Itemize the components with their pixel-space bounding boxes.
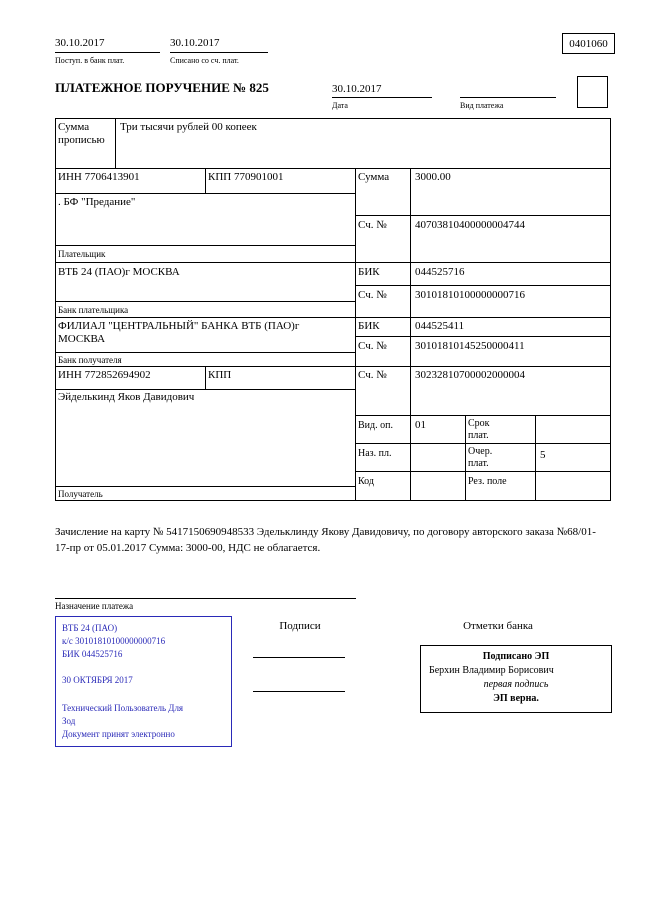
electronic-signature-stamp (420, 645, 612, 713)
payee-bank-account-label: Сч. № (358, 340, 387, 352)
grid-line (55, 598, 356, 599)
amount-in-words-value: Три тысячи рублей 00 копеек (120, 121, 257, 133)
grid-line (55, 193, 356, 194)
payee-bank-name: ФИЛИАЛ "ЦЕНТРАЛЬНЫЙ" БАНКА ВТБ (ПАО)г МОСКВА (58, 320, 300, 345)
grid-line (355, 285, 611, 286)
grid-line (55, 168, 611, 169)
grid-line (55, 317, 611, 318)
amount-in-words-label: Сумма прописью (58, 121, 105, 146)
grid-line (55, 500, 611, 501)
grid-line (55, 486, 356, 487)
payee-bank-bik: 044525411 (415, 320, 465, 332)
grid-line (170, 52, 268, 53)
grid-line (465, 415, 466, 500)
payment-purpose-text: Зачисление на карту № 5417150690948533 Эдельклинду Якову Давидовичу, по договору авторского заказа №68/01-17-пр от 05.01.2017 Сумма: 3000-00, НДС не облагается. (55, 526, 596, 554)
payer-account-label: Сч. № (358, 219, 387, 231)
stamp-corr-account: к/с 30101810100000000716 (62, 636, 166, 646)
code-label: Код (358, 476, 374, 487)
grid-line (55, 245, 356, 246)
bank-marks-label: Отметки банка (463, 620, 533, 632)
signatures-label: Подписи (279, 620, 321, 632)
signature-line (253, 691, 345, 692)
grid-line (355, 415, 611, 416)
payer-bank-caption: Банк плательщика (58, 305, 129, 315)
grid-line (55, 118, 56, 500)
document-date-label: Дата (332, 101, 348, 110)
payment-priority-label: Очер. плат. (468, 446, 493, 469)
grid-line (460, 97, 556, 98)
document-title: ПЛАТЕЖНОЕ ПОРУЧЕНИЕ № 825 (55, 80, 269, 95)
grid-line (535, 415, 536, 500)
payment-kind-label: Вид платежа (460, 101, 504, 110)
bank-acceptance-stamp (55, 616, 232, 747)
grid-line (55, 366, 611, 367)
document-date: 30.10.2017 (332, 83, 382, 95)
form-code-box (562, 33, 615, 54)
grid-line (355, 443, 611, 444)
grid-line (332, 97, 432, 98)
payer-bank-bik-label: БИК (358, 266, 380, 278)
grid-line (205, 168, 206, 193)
stamp-date: 30 ОКТЯБРЯ 2017 (62, 675, 133, 685)
grid-line (115, 118, 116, 168)
grid-line (355, 336, 611, 337)
operation-kind-label: Вид. оп. (358, 420, 393, 431)
form-code: 0401060 (569, 37, 608, 50)
payee-bank-caption: Банк получателя (58, 355, 122, 365)
amount-label: Сумма (358, 171, 390, 183)
grid-line (205, 366, 206, 389)
payment-priority-value: 5 (540, 449, 546, 461)
payee-bank-account: 30101810145250000411 (415, 340, 525, 352)
payer-kpp: КПП 770901001 (208, 171, 284, 183)
payment-purpose-caption: Назначение платежа (55, 601, 134, 611)
payer-bank-account-label: Сч. № (358, 289, 387, 301)
esig-title: Подписано ЭП (482, 651, 550, 662)
grid-line (55, 301, 356, 302)
esig-role: первая подпись (483, 679, 549, 690)
debited-date: 30.10.2017 (170, 37, 220, 49)
payer-bank-account: 30101810100000000716 (415, 289, 525, 301)
payee-bank-bik-label: БИК (358, 320, 380, 332)
amount-value: 3000.00 (415, 171, 451, 183)
debited-label: Списано со сч. плат. (170, 56, 239, 65)
operation-kind-value: 01 (415, 419, 426, 431)
grid-line (355, 168, 356, 500)
payer-name: . БФ "Предание" (58, 196, 136, 208)
signature-line (253, 657, 345, 658)
reserve-field-label: Рез. поле (468, 476, 507, 487)
payer-bank-bik: 044525716 (415, 266, 465, 278)
received-in-bank-label: Поступ. в банк плат. (55, 56, 125, 65)
payer-caption: Плательщик (58, 249, 106, 259)
stamp-status: Документ принят электронно (62, 729, 175, 739)
grid-line (55, 352, 356, 353)
esig-signer: Берхин Владимир Борисович (429, 665, 554, 676)
payee-caption: Получатель (58, 489, 103, 499)
stamp-bank-name: ВТБ 24 (ПАО) (62, 623, 118, 633)
grid-line (55, 389, 356, 390)
payee-kpp-label: КПП (208, 369, 232, 381)
grid-line (55, 52, 160, 53)
grid-line (410, 168, 411, 500)
payee-account-label: Сч. № (358, 369, 387, 381)
payment-term-label: Срок плат. (468, 418, 490, 441)
grid-line (55, 118, 611, 119)
payee-inn: ИНН 772852694902 (58, 369, 151, 381)
payment-purpose-code-label: Наз. пл. (358, 448, 392, 459)
payer-bank-name: ВТБ 24 (ПАО)г МОСКВА (58, 266, 180, 278)
esig-validity: ЭП верна. (493, 693, 539, 704)
payer-account: 40703810400000004744 (415, 219, 525, 231)
payer-inn: ИНН 7706413901 (58, 171, 140, 183)
payment-kind-box (577, 76, 608, 108)
stamp-bik: БИК 044525716 (62, 649, 123, 659)
grid-line (355, 471, 611, 472)
grid-line (355, 215, 611, 216)
payee-name: Эйделькинд Яков Давидович (58, 391, 195, 403)
grid-line (610, 118, 611, 500)
received-in-bank-date: 30.10.2017 (55, 37, 105, 49)
grid-line (55, 262, 611, 263)
payee-account: 30232810700002000004 (415, 369, 525, 381)
stamp-user: Технический Пользователь Для Зод (62, 703, 184, 726)
